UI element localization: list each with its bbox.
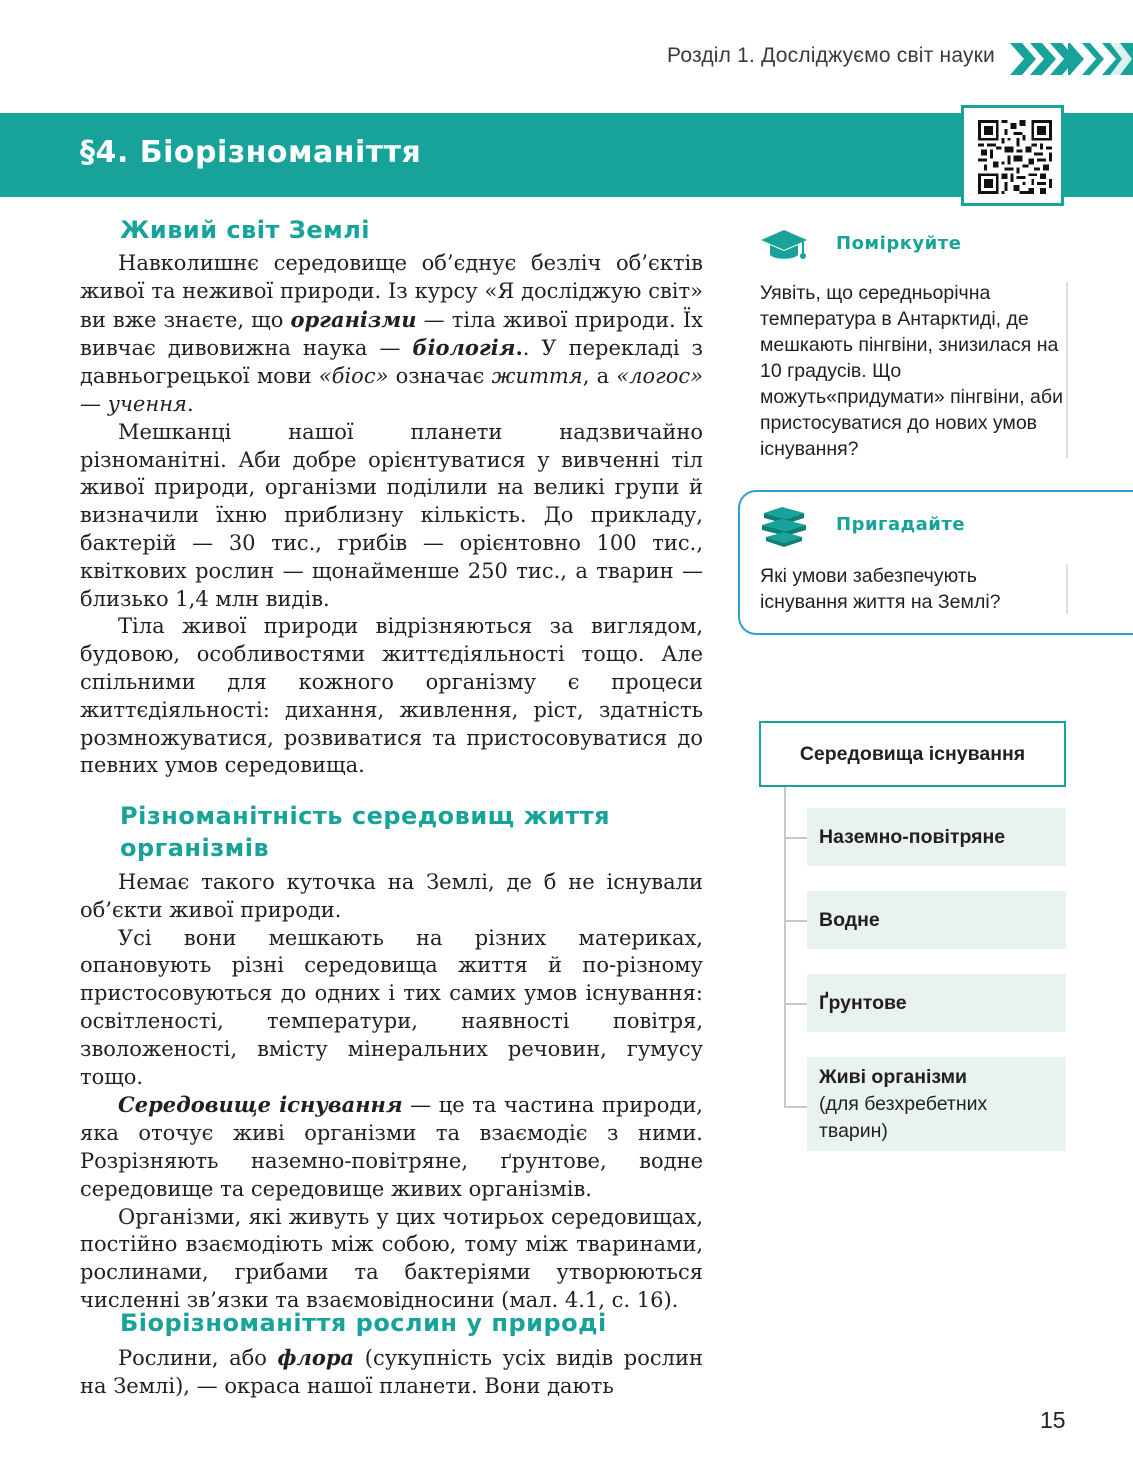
section-heading-plants: Біорізноманіття рослин у природі xyxy=(120,1309,607,1337)
paragraph: Організми, які живуть у цих чотирьох середовищах, постійно взаємодіють між собою, тому між тваринами, рослинами, грибами та бактеріями утворюються численні зв’язки та взаємовідносини (мал. 4.1, с. 16). xyxy=(80,1204,703,1312)
section-heading-living-world: Живий світ Землі xyxy=(120,216,371,244)
diagram-item-terrestrial: Наземно-повітряне xyxy=(807,808,1066,866)
qr-code[interactable] xyxy=(961,105,1064,206)
main-text-block-2 xyxy=(80,869,703,1315)
recall-text: Які умови забезпечують існування життя на Землі? xyxy=(760,565,1001,613)
diagram-connector xyxy=(784,787,786,1107)
main-text-block-3 xyxy=(80,1344,703,1401)
recall-divider xyxy=(1066,564,1068,614)
page-title: §4. Біорізноманіття xyxy=(80,135,422,170)
graduation-cap-icon xyxy=(760,228,808,264)
running-header: Розділ 1. Досліджуємо світ науки xyxy=(667,44,995,67)
recall-heading: Пригадайте xyxy=(836,514,966,535)
section-heading-environments: Різноманітність середовищ життя організмів xyxy=(120,802,610,862)
diagram-item-organisms: Живі організми (для безхребетних тварин) xyxy=(807,1057,1066,1151)
diagram-connector xyxy=(784,1106,808,1108)
diagram-connector xyxy=(784,1003,808,1005)
diagram-connector xyxy=(784,837,808,839)
paragraph: Мешканці нашої планети надзвичайно різноманітні. Аби добре орієнтуватися у вивченні тіл живої природи, організми поділили на великі групи й визначили їхню приблизну кількість. До прикладу, бактерій — 30 тис., грибів — орієнтовно 100 тис., квіткових рослин — щонайменше 250 тис., а тварин — близько 1,4 млн видів. xyxy=(80,419,703,611)
paragraph: Тіла живої природи відрізняються за виглядом, будовою, особливостями життєдіяльності тощо. Але спільними для кожного організму є процеси життєдіяльності: дихання, живлення, ріст, здатність розмножуватися, розвиватися та пристосовуватися до певних умов середовища. xyxy=(80,614,703,778)
diagram-item-soil: Ґрунтове xyxy=(807,974,1066,1032)
think-heading: Поміркуйте xyxy=(836,233,962,254)
page-number: 15 xyxy=(1040,1407,1066,1433)
paragraph: Навколишнє середовище об’єднує безліч об’єктів живої та неживої природи. Із курсу «Я досліджую світ» ви вже знаєте, що організми — тіла живої природи. Їх вивчає дивовижна наука — біологія.. У перекладі з давньогрецької мови «біос» означає життя, а «логос» — учення. xyxy=(80,251,703,416)
chevron-arrows-icon xyxy=(1010,43,1133,75)
think-divider xyxy=(1066,282,1068,458)
paragraph-definition: Середовище існування — це та частина природи, яка оточує живі організми та взаємодіє з ними. Розрізняють наземно-повітряне, ґрунтове, водне середовище та середовище живих організмів. xyxy=(80,1092,703,1201)
diagram-item-water: Водне xyxy=(807,891,1066,949)
qr-code-icon xyxy=(978,120,1052,194)
books-icon xyxy=(760,505,808,547)
diagram-root: Середовища існування xyxy=(759,721,1066,787)
main-text-block-1 xyxy=(80,250,703,780)
diagram-connector xyxy=(784,920,808,922)
paragraph: Рослини, або флора (сукупність усіх видів рослин на Землі), — окраса нашої планети. Вони дають xyxy=(80,1345,703,1398)
paragraph: Усі вони мешкають на різних материках, опановують різні середовища життя й по-різному пристосовуються до одних і тих самих умов існування: освітленості, температури, наявності повітря, зволоженості, вмісту мінеральних речовин, гумусу тощо. xyxy=(80,925,703,1089)
paragraph: Немає такого куточка на Землі, де б не існували об’єкти живої природи. xyxy=(80,870,703,922)
diagram-item-note: (для безхребетних тварин) xyxy=(819,1092,988,1142)
think-text: Уявіть, що середньорічна температура в Антарктиді, де мешкають пінгвіни, знизилася на 10 градусів. Що можуть«придумати» пінгвіни, аби пристосуватися до нових умов існування? xyxy=(760,282,1063,460)
